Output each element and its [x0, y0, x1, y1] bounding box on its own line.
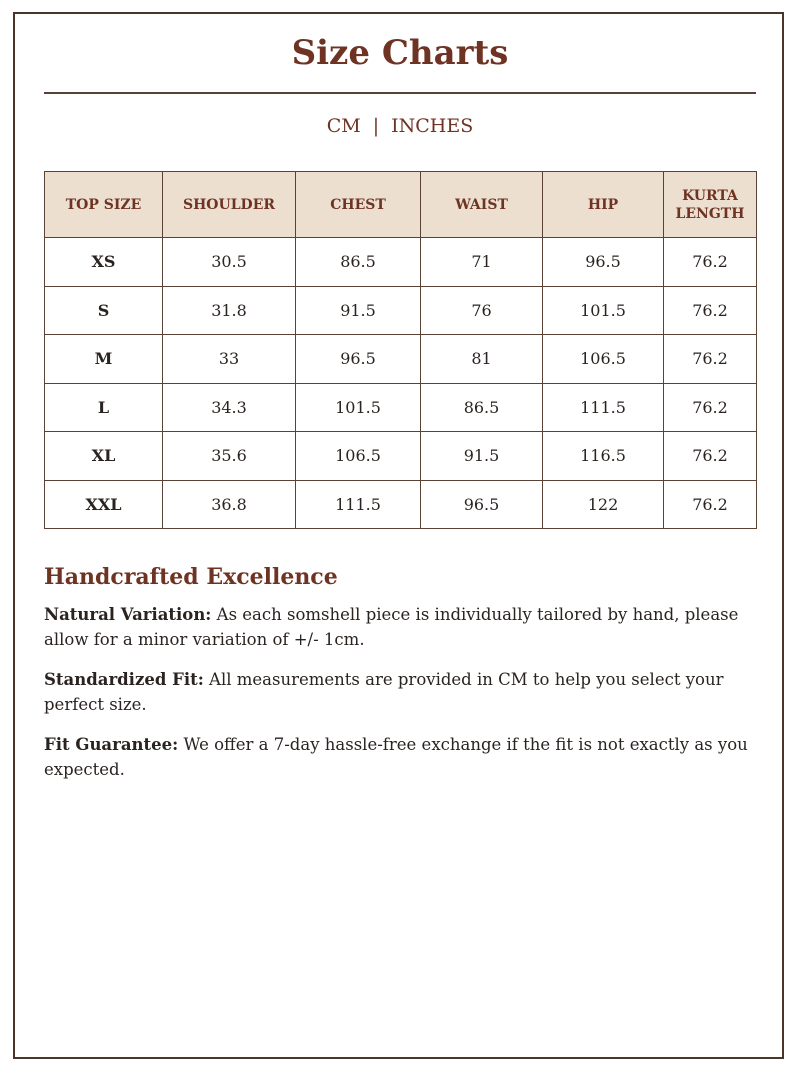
kurta-length-cell: 76.2	[664, 238, 757, 287]
info-paragraph-fit-guarantee	[44, 732, 774, 782]
kurta-length-cell: 76.2	[664, 383, 757, 432]
chest-cell: 106.5	[296, 432, 421, 481]
waist-cell: 86.5	[421, 383, 543, 432]
table-row	[45, 238, 757, 287]
unit-cm[interactable]: CM	[326, 115, 361, 137]
unit-separator: |	[372, 115, 380, 137]
chest-cell: 111.5	[296, 480, 421, 529]
chest-cell: 91.5	[296, 286, 421, 335]
chest-cell: 96.5	[296, 335, 421, 384]
shoulder-cell: 34.3	[163, 383, 296, 432]
info-text: As each somshell piece is individually tailored by hand, please allow for a minor variation of +/- 1cm.	[44, 605, 739, 649]
size-cell: L	[45, 383, 163, 432]
hip-cell: 96.5	[543, 238, 664, 287]
info-paragraph-standardized-fit	[44, 667, 774, 717]
page-title: Size Charts	[291, 33, 509, 73]
column-header-hip: HIP	[543, 172, 664, 238]
title-divider	[44, 92, 756, 94]
shoulder-cell: 33	[163, 335, 296, 384]
hip-cell: 111.5	[543, 383, 664, 432]
hip-cell: 116.5	[543, 432, 664, 481]
kurta-length-cell: 76.2	[664, 480, 757, 529]
column-header-waist: WAIST	[421, 172, 543, 238]
info-label: Fit Guarantee:	[44, 735, 179, 754]
chest-cell: 101.5	[296, 383, 421, 432]
unit-toggle	[0, 113, 800, 139]
size-cell: XXL	[45, 480, 163, 529]
table-row	[45, 383, 757, 432]
waist-cell: 91.5	[421, 432, 543, 481]
column-header-top-size: TOP SIZE	[45, 172, 163, 238]
table-row	[45, 480, 757, 529]
size-cell: S	[45, 286, 163, 335]
shoulder-cell: 35.6	[163, 432, 296, 481]
shoulder-cell: 31.8	[163, 286, 296, 335]
waist-cell: 71	[421, 238, 543, 287]
table-row	[45, 286, 757, 335]
hip-cell: 106.5	[543, 335, 664, 384]
unit-inches[interactable]: INCHES	[391, 115, 474, 137]
waist-cell: 81	[421, 335, 543, 384]
kurta-length-cell: 76.2	[664, 335, 757, 384]
info-paragraph-natural-variation	[44, 602, 774, 652]
size-cell: XS	[45, 238, 163, 287]
hip-cell: 101.5	[543, 286, 664, 335]
size-cell: XL	[45, 432, 163, 481]
chest-cell: 86.5	[296, 238, 421, 287]
waist-cell: 96.5	[421, 480, 543, 529]
column-header-chest: CHEST	[296, 172, 421, 238]
section-heading: Handcrafted Excellence	[44, 564, 338, 590]
info-label: Natural Variation:	[44, 605, 212, 624]
info-text: We offer a 7-day hassle-free exchange if the fit is not exactly as you expected.	[44, 735, 748, 779]
waist-cell: 76	[421, 286, 543, 335]
column-header-shoulder: SHOULDER	[163, 172, 296, 238]
table-row	[45, 335, 757, 384]
size-chart-table	[44, 171, 757, 529]
kurta-length-cell: 76.2	[664, 432, 757, 481]
kurta-length-cell: 76.2	[664, 286, 757, 335]
info-text: All measurements are provided in CM to help you select your perfect size.	[44, 670, 724, 714]
table-row	[45, 432, 757, 481]
shoulder-cell: 30.5	[163, 238, 296, 287]
info-label: Standardized Fit:	[44, 670, 204, 689]
column-header-kurta-length: KURTA LENGTH	[664, 172, 757, 238]
page-frame	[13, 12, 784, 1059]
shoulder-cell: 36.8	[163, 480, 296, 529]
hip-cell: 122	[543, 480, 664, 529]
table-header-row	[45, 172, 757, 238]
size-cell: M	[45, 335, 163, 384]
